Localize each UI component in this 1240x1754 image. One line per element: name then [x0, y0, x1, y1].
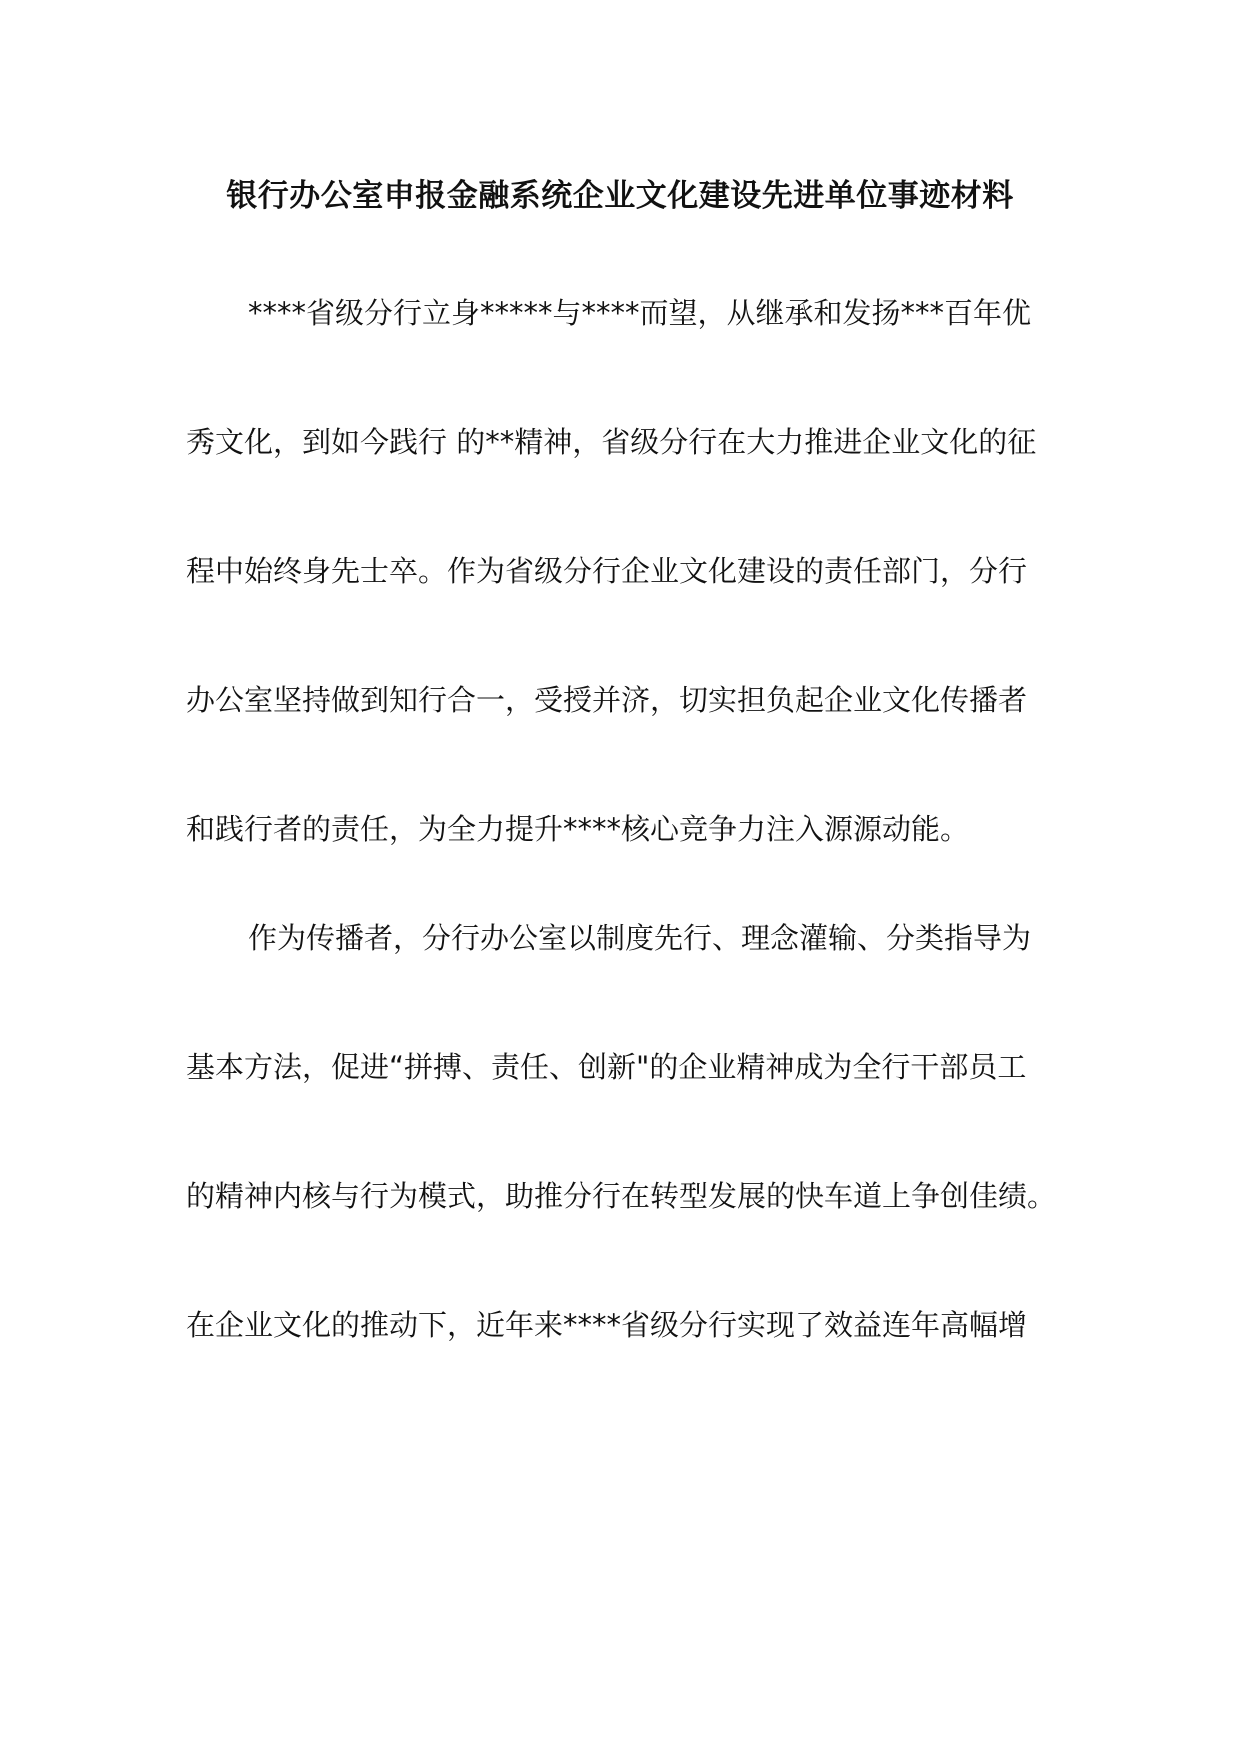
- paragraph-1-line-4: 办公室坚持做到知行合一，受授并济，切实担负起企业文化传播者: [186, 683, 1028, 717]
- paragraph-2-line-4: 在企业文化的推动下，近年来****省级分行实现了效益连年高幅增: [186, 1308, 1028, 1342]
- paragraph-1-line-2: 秀文化，到如今践行 的**精神，省级分行在大力推进企业文化的征: [186, 425, 1037, 459]
- paragraph-1-line-1: ****省级分行立身*****与****而望，从继承和发扬***百年优: [248, 296, 1032, 330]
- paragraph-2-line-2: 基本方法，促进“拼搏、责任、创新"的企业精神成为全行干部员工: [186, 1050, 1027, 1084]
- paragraph-1-line-3: 程中始终身先士卒。作为省级分行企业文化建设的责任部门，分行: [186, 554, 1028, 588]
- document-title: 银行办公室申报金融系统企业文化建设先进单位事迹材料: [226, 178, 1014, 214]
- paragraph-2-line-1: 作为传播者，分行办公室以制度先行、理念灌输、分类指导为: [248, 921, 1032, 955]
- paragraph-1-line-5: 和践行者的责任，为全力提升****核心竞争力注入源源动能。: [186, 812, 970, 846]
- paragraph-2-line-3: 的精神内核与行为模式，助推分行在转型发展的快车道上争创佳绩。: [186, 1179, 1057, 1213]
